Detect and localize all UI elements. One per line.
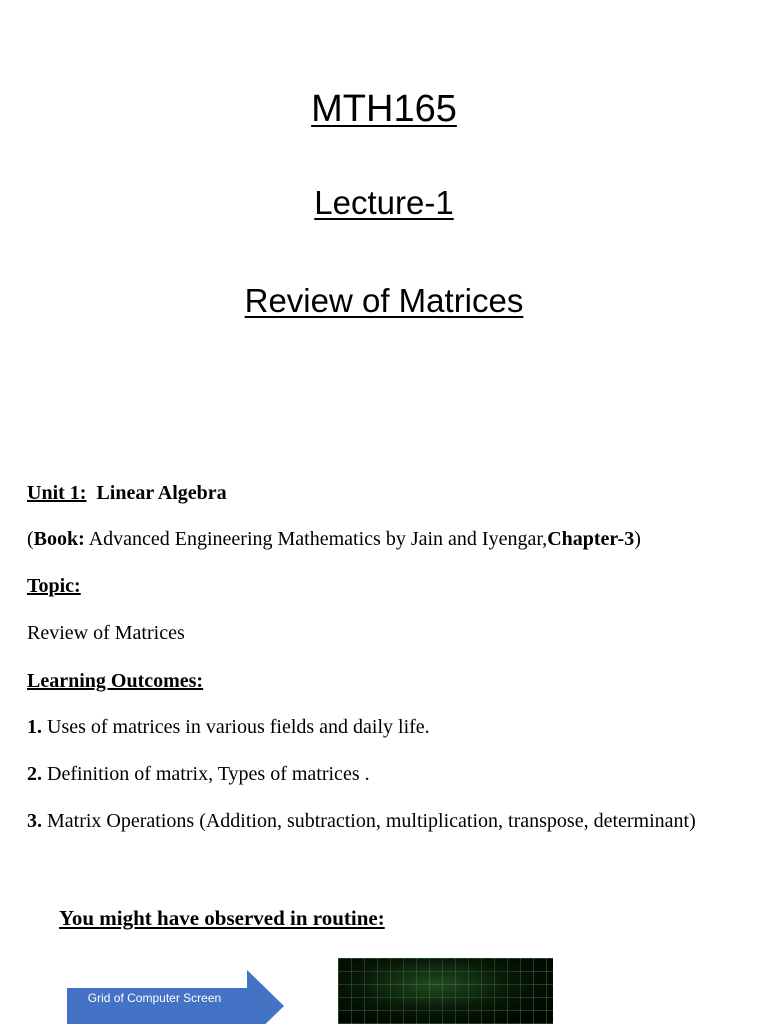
computer-screen-grid-image: [338, 958, 553, 1024]
lecture-title: Lecture-1: [314, 184, 454, 221]
topic-label: Topic:: [27, 575, 81, 597]
topic-text: Review of Matrices: [27, 622, 185, 644]
unit-line: [27, 482, 227, 505]
book-open-paren: (: [27, 528, 34, 550]
course-code-title: MTH165: [311, 88, 457, 130]
book-text: Advanced Engineering Mathematics by Jain and Iyengar,: [84, 528, 548, 550]
book-label: Book:: [33, 528, 85, 550]
outcome-text: Definition of matrix, Types of matrices .: [42, 763, 370, 785]
outcome-number: 3.: [27, 810, 42, 832]
slide-title: Review of Matrices: [244, 282, 524, 319]
observe-heading: You might have observed in routine:: [59, 906, 385, 930]
outcome-item-3: [27, 810, 696, 833]
arrow-label: Grid of Computer Screen: [87, 991, 222, 1005]
book-close-paren: ): [634, 528, 641, 550]
outcome-item-2: [27, 763, 370, 786]
book-line: [27, 528, 641, 551]
unit-name: Linear Algebra: [96, 482, 227, 504]
learning-outcomes-label: Learning Outcomes:: [27, 670, 204, 692]
outcome-text: Matrix Operations (Addition, subtraction, multiplication, transpose, determinant): [42, 810, 696, 832]
outcome-number: 2.: [27, 763, 42, 785]
book-chapter: Chapter-3: [547, 528, 635, 550]
outcome-number: 1.: [27, 716, 42, 738]
outcome-item-1: [27, 716, 430, 739]
outcome-text: Uses of matrices in various fields and daily life.: [42, 716, 430, 738]
unit-label: Unit 1:: [27, 482, 87, 504]
